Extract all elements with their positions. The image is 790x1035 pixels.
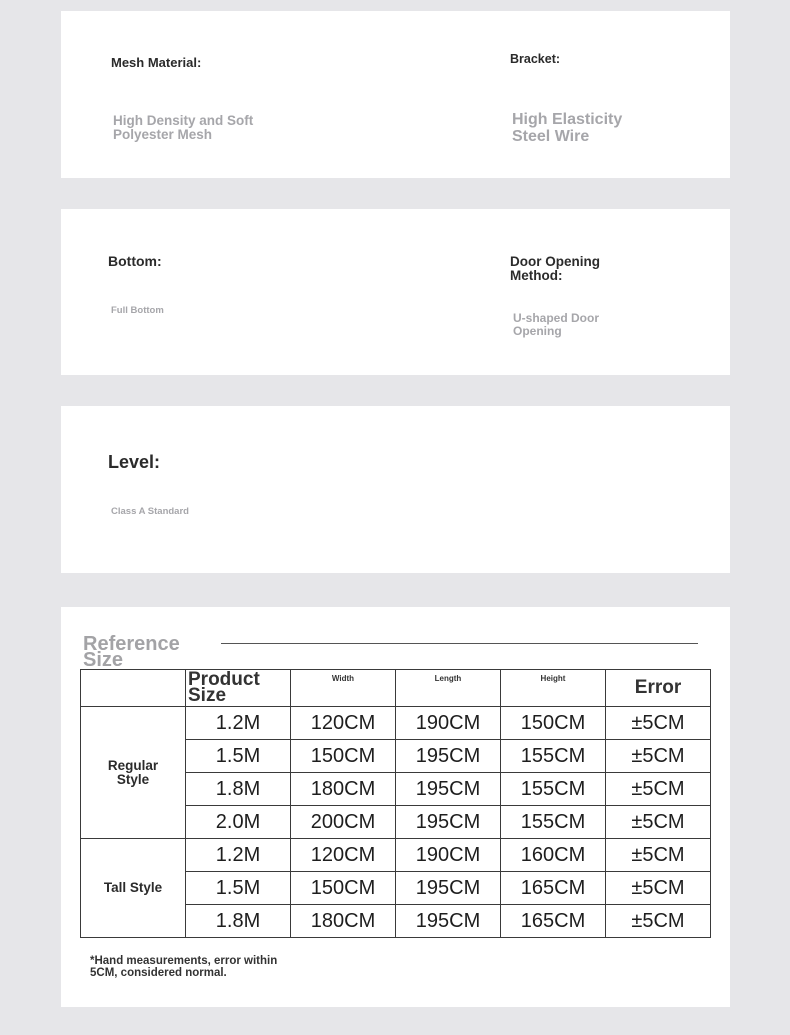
cell-size: 1.5M — [186, 740, 291, 773]
cell-length: 195CM — [396, 905, 501, 938]
cell-error: ±5CM — [606, 773, 711, 806]
header-height: Height — [501, 670, 606, 707]
mesh-material-label: Mesh Material: — [111, 55, 202, 70]
cell-length: 195CM — [396, 740, 501, 773]
spec-card-structure — [61, 209, 730, 375]
header-error: Error — [606, 670, 711, 707]
cell-length: 190CM — [396, 839, 501, 872]
spec-card-level — [61, 406, 730, 573]
measurement-note: *Hand measurements, error within 5CM, considered normal. — [90, 955, 278, 979]
cell-height: 150CM — [501, 707, 606, 740]
table-row — [81, 839, 711, 872]
cell-error: ±5CM — [606, 839, 711, 872]
spec-card-materials — [61, 11, 730, 178]
header-empty-cell — [81, 670, 186, 707]
cell-height: 155CM — [501, 773, 606, 806]
cell-width: 150CM — [291, 872, 396, 905]
cell-size: 1.2M — [186, 707, 291, 740]
cell-height: 165CM — [501, 872, 606, 905]
cell-length: 195CM — [396, 806, 501, 839]
bottom-value: Full Bottom — [111, 305, 164, 316]
reference-size-title: Reference Size — [83, 633, 180, 671]
cell-size: 1.8M — [186, 905, 291, 938]
cell-width: 180CM — [291, 773, 396, 806]
bracket-label: Bracket: — [510, 52, 561, 66]
cell-height: 160CM — [501, 839, 606, 872]
cell-length: 195CM — [396, 872, 501, 905]
door-opening-label: Door Opening Method: — [510, 254, 600, 284]
cell-error: ±5CM — [606, 707, 711, 740]
cell-size: 1.5M — [186, 872, 291, 905]
cell-error: ±5CM — [606, 806, 711, 839]
cell-error: ±5CM — [606, 740, 711, 773]
level-label: Level: — [108, 452, 161, 472]
style-cell-regular: Regular Style — [81, 707, 186, 839]
door-opening-value: U-shaped Door Opening — [513, 311, 600, 338]
header-product-size: Product Size — [186, 670, 291, 707]
mesh-material-value: High Density and Soft Polyester Mesh — [113, 113, 254, 143]
cell-width: 180CM — [291, 905, 396, 938]
cell-height: 155CM — [501, 740, 606, 773]
cell-size: 1.8M — [186, 773, 291, 806]
reference-size-card — [61, 607, 730, 1007]
cell-width: 200CM — [291, 806, 396, 839]
style-cell-tall: Tall Style — [81, 839, 186, 938]
size-table — [80, 669, 711, 938]
title-divider — [221, 643, 698, 644]
header-length: Length — [396, 670, 501, 707]
cell-width: 120CM — [291, 839, 396, 872]
cell-height: 155CM — [501, 806, 606, 839]
level-value: Class A Standard — [111, 506, 189, 517]
header-width: Width — [291, 670, 396, 707]
cell-size: 1.2M — [186, 839, 291, 872]
cell-error: ±5CM — [606, 872, 711, 905]
cell-error: ±5CM — [606, 905, 711, 938]
table-row — [81, 707, 711, 740]
cell-width: 120CM — [291, 707, 396, 740]
cell-width: 150CM — [291, 740, 396, 773]
bracket-value: High Elasticity Steel Wire — [512, 111, 623, 145]
cell-height: 165CM — [501, 905, 606, 938]
cell-length: 195CM — [396, 773, 501, 806]
table-header-row — [81, 670, 711, 707]
bottom-label: Bottom: — [108, 253, 162, 269]
cell-size: 2.0M — [186, 806, 291, 839]
cell-length: 190CM — [396, 707, 501, 740]
